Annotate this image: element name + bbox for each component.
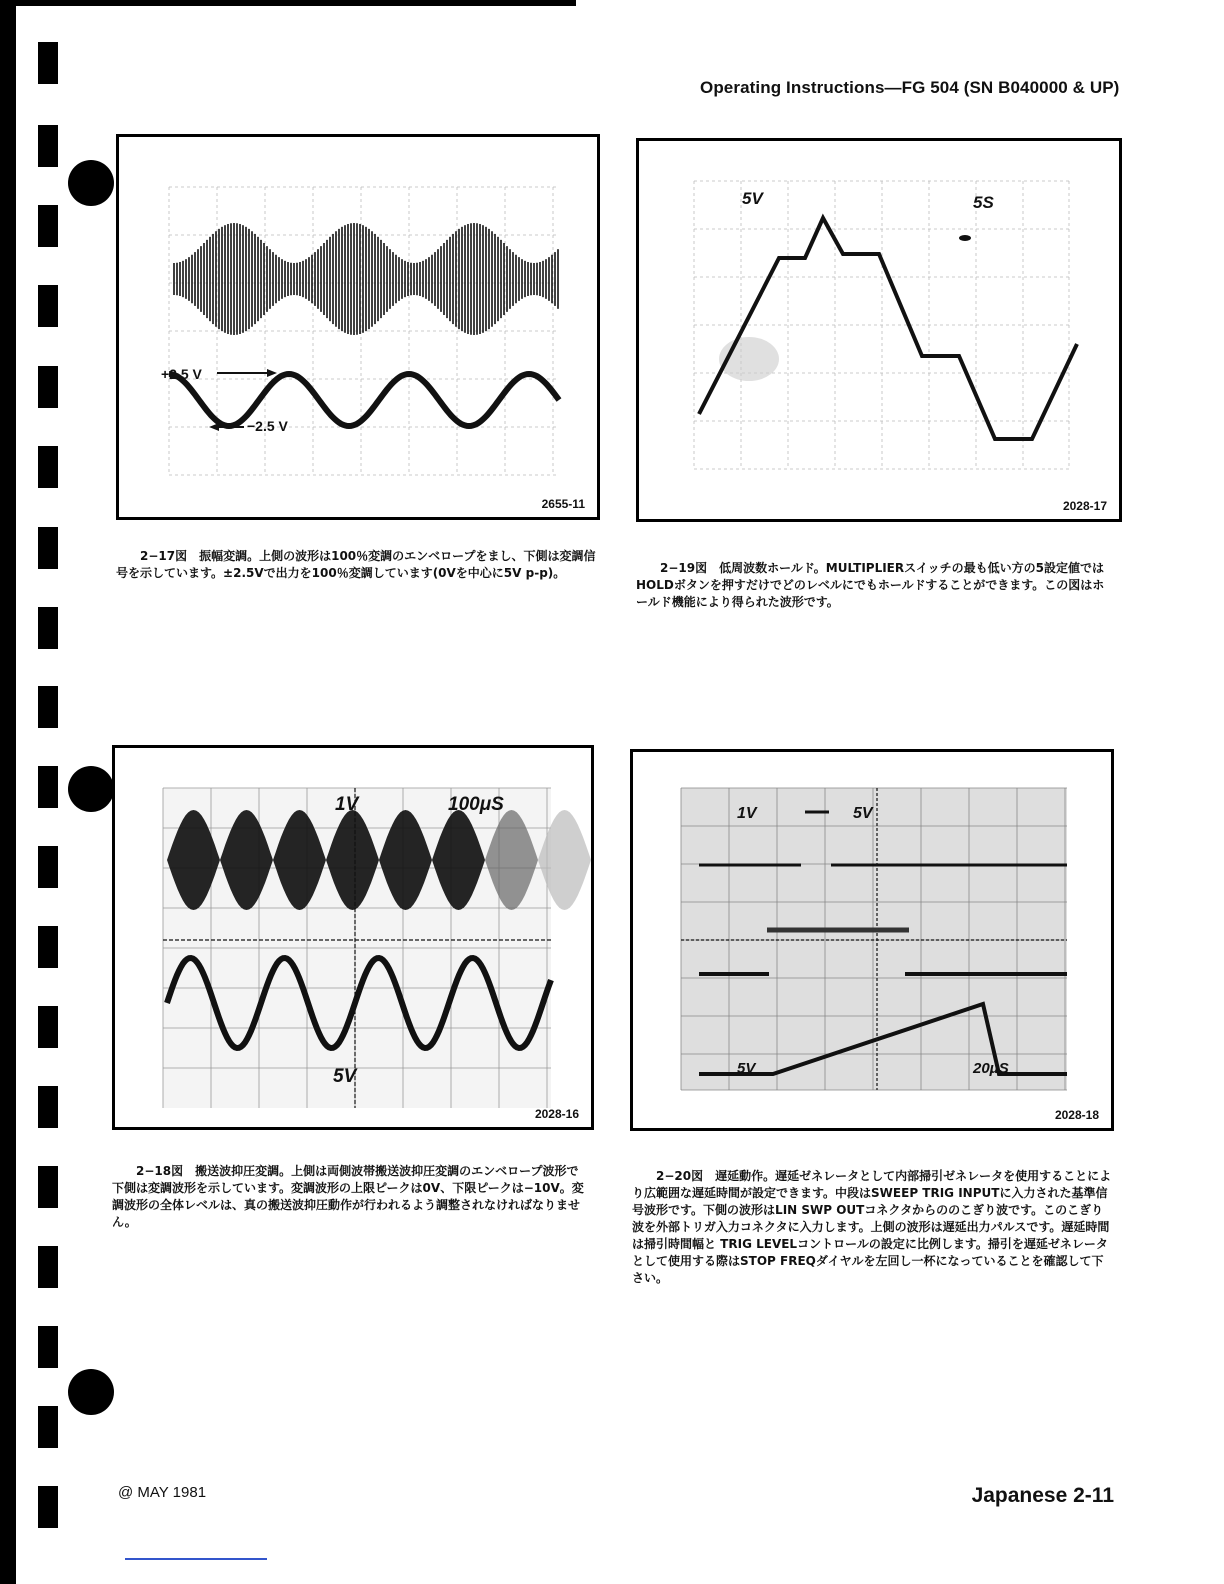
label-5v-bottom: 5V — [333, 1066, 357, 1087]
punch-hole-top — [68, 160, 114, 206]
caption-2-18: 2−18図 搬送波抑圧変調。上側は両側波帯搬送波抑圧変調のエンベロープ波形で下側は変調波形を示しています。変調波形の上限ピークは0V、下限ピークは−10V。変調波形の全体レベルは、真の搬送波抑圧動作が行われるよう調整されなければなりません。 — [112, 1164, 584, 1229]
oscilloscope-trace-hold — [639, 141, 1119, 519]
label-minus-2-5v: −2.5 V — [247, 418, 288, 434]
label-5v-bottom: 5V — [737, 1060, 756, 1077]
label-plus-2-5v: +2.5 V — [161, 366, 202, 382]
binding-edge — [0, 0, 16, 1584]
label-1v: 1V — [737, 805, 757, 822]
label-5v: 5V — [742, 189, 763, 208]
label-1v: 1V — [335, 794, 359, 815]
figure-number: 2028-17 — [1062, 499, 1107, 513]
figure-number: 2028-16 — [534, 1107, 579, 1121]
oscilloscope-trace-am — [119, 137, 597, 517]
label-100us: 100μS — [448, 794, 504, 815]
label-20us: 20μS — [973, 1060, 1009, 1077]
header-rule — [16, 0, 576, 6]
caption-2-17: 2−17図 振幅変調。上側の波形は100％変調のエンベロープをまし、下側は変調信号を示しています。±2.5Vで出力を100％変調しています(0Vを中心に5V p-p)。 — [116, 549, 596, 580]
figure-2-17 — [116, 134, 600, 520]
figure-2-18 — [112, 745, 594, 1130]
page-number: Japanese 2-11 — [971, 1484, 1114, 1507]
figure-2-20 — [630, 749, 1114, 1131]
figure-number: 2028-18 — [1054, 1108, 1099, 1122]
label-5v-top: 5V — [853, 805, 873, 822]
figure-number: 2655-11 — [541, 497, 585, 511]
caption-2-19: 2−19図 低周波数ホールド。MULTIPLIERスイッチの最も低い方の5設定値ではHOLDボタンを押すだけでどのレベルにでもホールドすることができます。この図はホールド機能により得られた波形です。 — [636, 561, 1105, 609]
bottom-rule — [125, 1558, 267, 1560]
copyright-date: @ MAY 1981 — [118, 1484, 207, 1501]
label-5s: 5S — [973, 193, 994, 212]
caption-2-20: 2−20図 遅延動作。遅延ゼネレータとして内部掃引ゼネレータを使用することにより広範囲な遅延時間が設定できます。中段はSWEEP TRIG INPUTに入力された基準信号波形です。下側の波形はLIN SWP OUTコネクタからののこぎり波です。このこぎり波を外部トリガ入力コネクタに入力します。上側の波形は遅延出力パルスです。遅延時間は掃引時間幅と TRIG LEVELコントロールの設定に比例します。掃引を遅延ゼネレータとして使用する際はSTOP FREQダイヤルを左回し一杯になっていることを確認して下さい。 — [632, 1169, 1112, 1285]
punch-hole-middle — [68, 766, 114, 812]
figure-2-19 — [636, 138, 1122, 522]
page-header: Operating Instructions—FG 504 (SN B040000 & UP) — [700, 78, 1120, 97]
punch-hole-bottom — [68, 1369, 114, 1415]
